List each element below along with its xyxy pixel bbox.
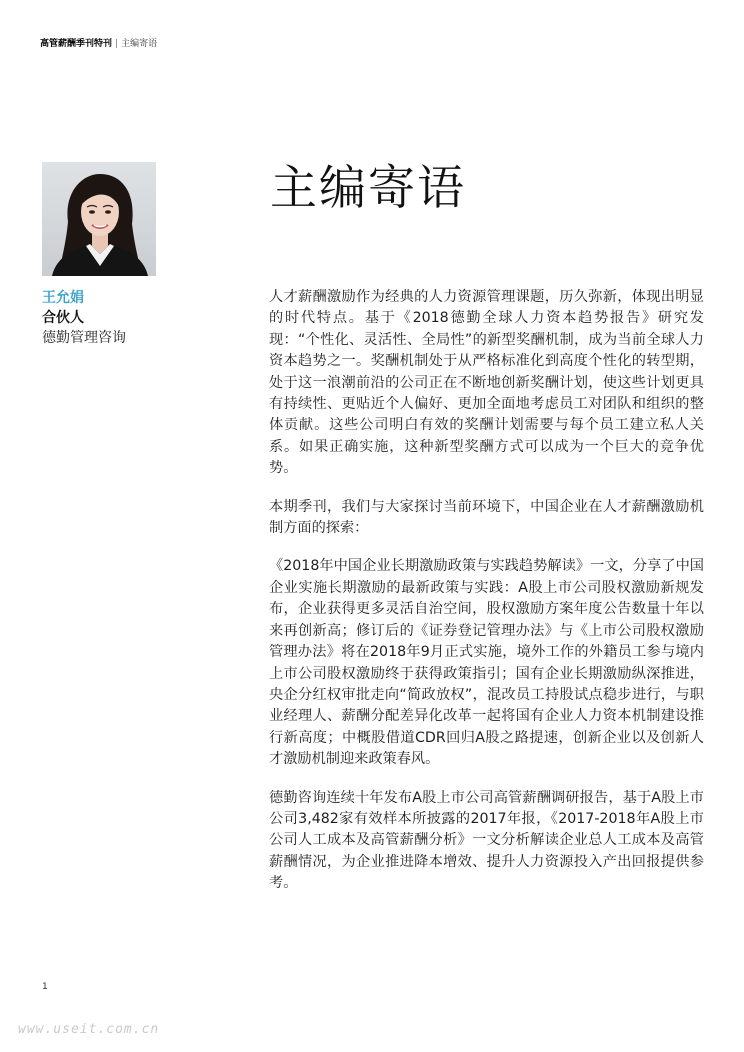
header-separator: |	[115, 39, 119, 49]
paragraph-intro: 人才薪酬激励作为经典的人力资源管理课题，历久弥新，体现出明显的时代特点。基于《2018德勤全球人力资本趋势报告》研究发现：“个性化、灵活性、全局性”的新型奖酬机制，成为当前全球人力资本趋势之一。奖酬机制处于从严格标准化到高度个性化的转型期，处于这一浪潮前沿的公司正在不断地创新奖酬计划，使这些计划更具有持续性、更贴近个人偏好、更加全面地考虑员工对团队和组织的整体贡献。这些公司明白有效的奖酬计划需要与每个员工建立私人关系。如果正确实施，这种新型奖酬方式可以成为一个巨大的竞争优势。	[269, 289, 704, 477]
article-body	[269, 287, 704, 912]
publication-name: 高管薪酬季刊特刊	[40, 39, 113, 49]
page-title: 主编寄语	[270, 161, 466, 216]
paragraph-executive-pay: 德勤咨询连续十年发布A股上市公司高管薪酬调研报告，基于A股上市公司3,482家有效样本所披露的2017年报，《2017-2018年A股上市公司人工成本及高管薪酬分析》一文分析解读企业总人工成本及高管薪酬情况，为企业推进降本增效、提升人力资源投入产出回报提供参考。	[269, 789, 704, 892]
author-portrait	[42, 162, 156, 276]
running-header	[40, 38, 157, 50]
paragraph-long-term-incentive: 《2018年中国企业长期激励政策与实践趋势解读》一文，分享了中国企业实施长期激励的最新政策与实践：A股上市公司股权激励新规发布，企业获得更多灵活自治空间，股权激励方案年度公告数量十年以来再创新高；修订后的《证券登记管理办法》与《上市公司股权激励管理办法》将在2018年9月正式实施，境外工作的外籍员工参与境内上市公司股权激励终于获得政策指引；国有企业长期激励纵深推进，央企分红权审批走向“简政放权”，混改员工持股试点稳步进行，与职业经理人、薪酬分配差异化改革一起将国有企业人力资本机制建设推行新高度；中概股借道CDR回归A股之路提速，创新企业以及创新人才激励机制迎来政策春风。	[269, 558, 704, 768]
section-name: 主编寄语	[121, 39, 158, 49]
portrait-illustration	[42, 162, 156, 276]
page-number: 1	[42, 982, 48, 992]
author-block	[42, 289, 242, 348]
watermark: www.useit.com.cn	[18, 1022, 160, 1037]
author-role: 合伙人	[42, 310, 84, 326]
author-organization: 德勤管理咨询	[42, 330, 126, 346]
paragraph-overview: 本期季刊，我们与大家探讨当前环境下，中国企业在人才薪酬激励机制方面的探索：	[269, 498, 704, 537]
author-name: 王允娟	[42, 290, 84, 306]
